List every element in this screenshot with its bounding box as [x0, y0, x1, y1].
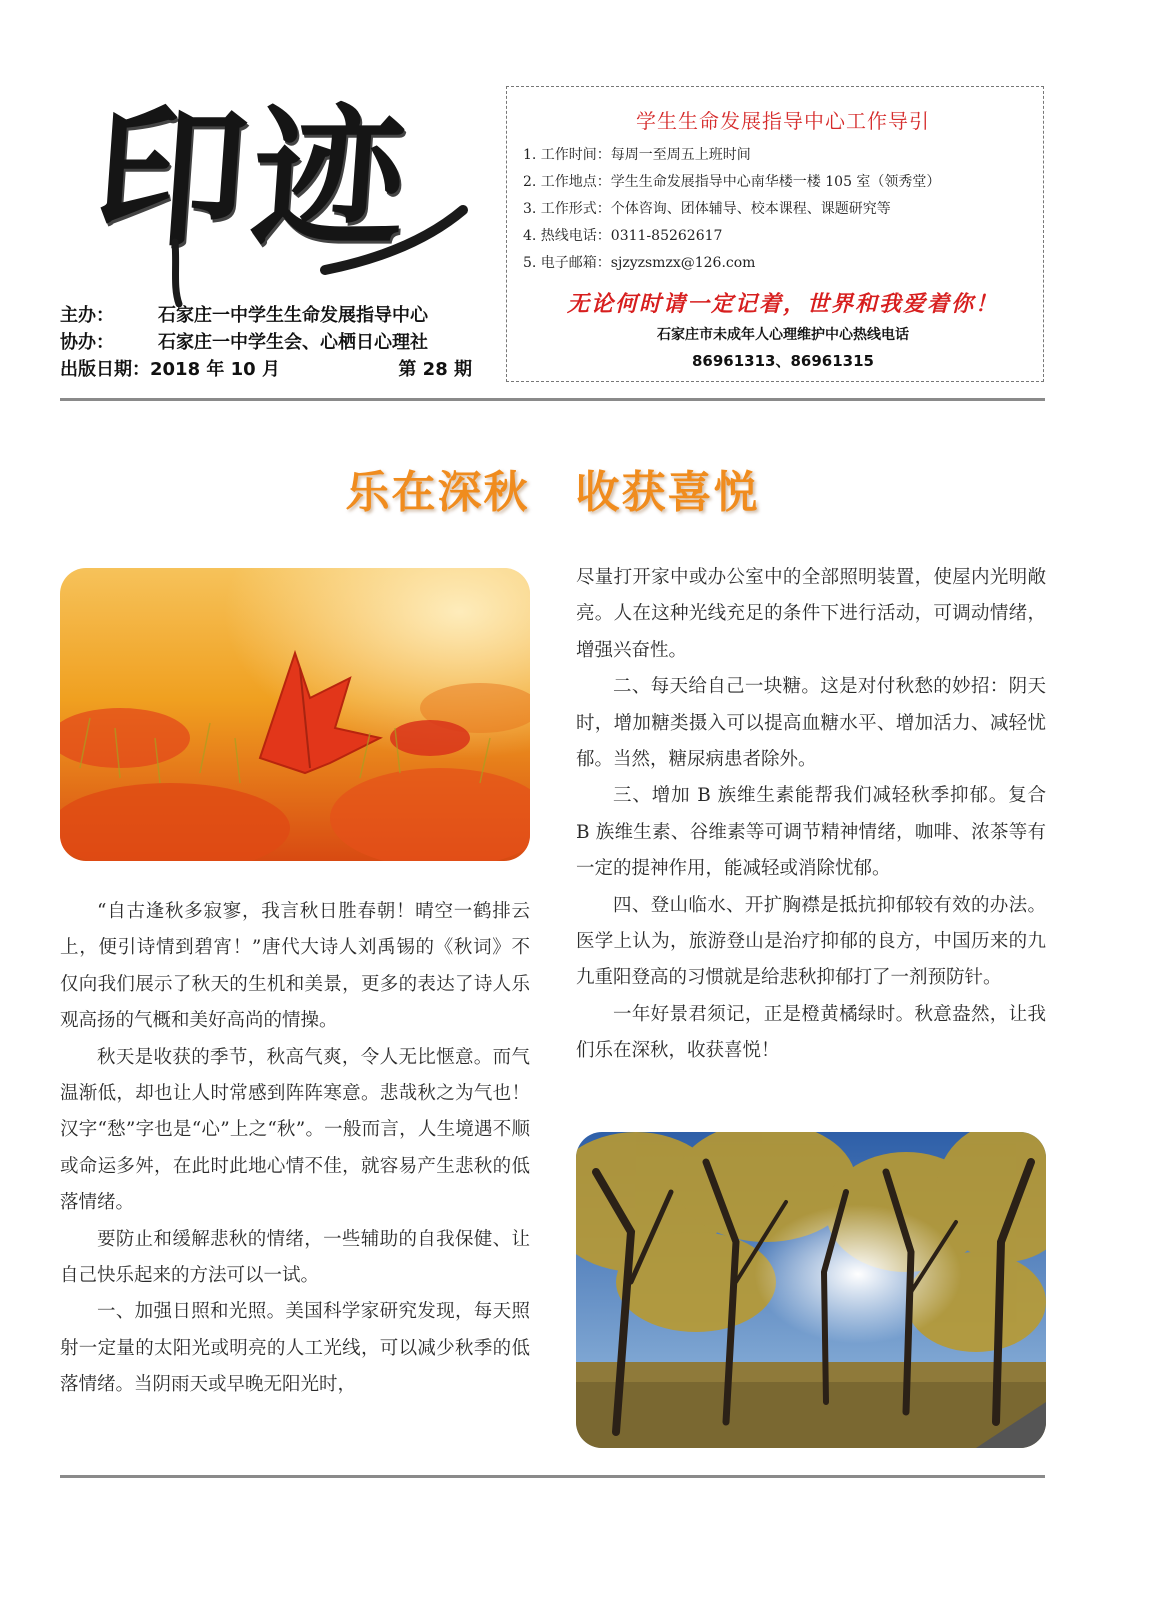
sponsor-row [60, 302, 472, 329]
brush-stroke-decoration [95, 92, 475, 307]
autumn-forest-photo [576, 1132, 1046, 1448]
article-paragraph: 三、增加 B 族维生素能帮我们减轻秋季抑郁。复合 B 族维生素、谷维素等可调节精神情绪，咖啡、浓茶等有一定的提神作用，能减轻或消除忧郁。 [576, 785, 1046, 880]
top-divider [60, 398, 1045, 401]
hotline-label: 石家庄市未成年人心理维护中心热线电话 [657, 327, 909, 343]
article-paragraph: 秋天是收获的季节，秋高气爽，令人无比惬意。而气温渐低，却也让人时常感到阵阵寒意。悲哉秋之为气也！汉字“愁”字也是“心”上之“秋”。一般而言，人生境遇不顺或命运多舛，在此时此地心情不佳，就容易产生悲秋的低落情绪。 [60, 1046, 530, 1214]
co-sponsor-row [60, 329, 472, 356]
article-paragraph-continued: 尽量打开家中或办公室中的全部照明装置，使屋内光明敞亮。人在这种光线充足的条件下进行活动，可调动情绪，增强兴奋性。 [576, 567, 1046, 661]
guide-box [506, 86, 1044, 382]
guide-list [523, 142, 1043, 277]
article-paragraph: “自古逢秋多寂寥，我言秋日胜春朝！晴空一鹤排云上，便引诗情到碧宵！”唐代大诗人刘禹锡的《秋词》不仅向我们展示了秋天的生机和美景，更多的表达了诗人乐观高扬的气概和美好高尚的情操。 [60, 901, 530, 1032]
date-info [60, 356, 280, 383]
article-paragraph: 一、加强日照和光照。美国科学家研究发现，每天照射一定量的太阳光或明亮的人工光线，可以减少秋季的低落情绪。当阴雨天或早晚无阳光时， [60, 1301, 530, 1396]
masthead-meta [60, 302, 472, 383]
guide-slogan: 无论何时请一定记着，世界和我爱着你！ [566, 291, 999, 317]
article-right-column [576, 560, 1046, 1070]
guide-item: 2. 工作地点：学生生命发展指导中心南华楼一楼 105 室（领秀堂） [523, 174, 941, 190]
bottom-divider [60, 1475, 1045, 1478]
article-paragraph: 四、登山临水、开扩胸襟是抵抗抑郁较有效的办法。医学上认为，旅游登山是治疗抑郁的良方，中国历来的九九重阳登高的习惯就是给悲秋抑郁打了一剂预防针。 [576, 894, 1046, 989]
sponsor-value: 石家庄一中学生生命发展指导中心 [158, 305, 428, 326]
guide-item: 4. 热线电话：0311-85262617 [523, 228, 723, 244]
article-title: 乐在深秋 收获喜悦 [345, 467, 760, 518]
article-paragraph: 二、每天给自己一块糖。这是对付秋愁的妙招：阴天时，增加糖类摄入可以提高血糖水平、增加活力、减轻忧郁。当然，糖尿病患者除外。 [576, 676, 1046, 771]
guide-item-email[interactable]: 5. 电子邮箱：sjzyzsmzx@126.com [523, 255, 756, 271]
co-sponsor-value: 石家庄一中学生会、心栖日心理社 [158, 332, 428, 353]
co-sponsor-label: 协办： [60, 332, 114, 353]
article-paragraph: 要防止和缓解悲秋的情绪，一些辅助的自我保健、让自己快乐起来的方法可以一试。 [60, 1228, 530, 1287]
article-left-column [60, 894, 530, 1404]
date-value: 2018 年 10 月 [150, 359, 280, 380]
date-row [60, 356, 472, 383]
masthead-logo [88, 88, 475, 307]
guide-item: 3. 工作形式：个体咨询、团体辅导、校本课程、课题研究等 [523, 201, 891, 217]
guide-item: 1. 工作时间：每周一至周五上班时间 [523, 147, 751, 163]
logo-text: 印迹 [88, 88, 418, 267]
maple-leaf-photo [60, 568, 530, 861]
guide-title: 学生生命发展指导中心工作导引 [636, 109, 930, 133]
date-label: 出版日期： [60, 359, 150, 380]
article-paragraph: 一年好景君须记，正是橙黄橘绿时。秋意盎然，让我们乐在深秋，收获喜悦！ [576, 1003, 1046, 1062]
hotline-numbers: 86961313、86961315 [692, 352, 874, 370]
issue-number: 第 28 期 [398, 359, 472, 380]
sponsor-label: 主办： [60, 305, 114, 326]
